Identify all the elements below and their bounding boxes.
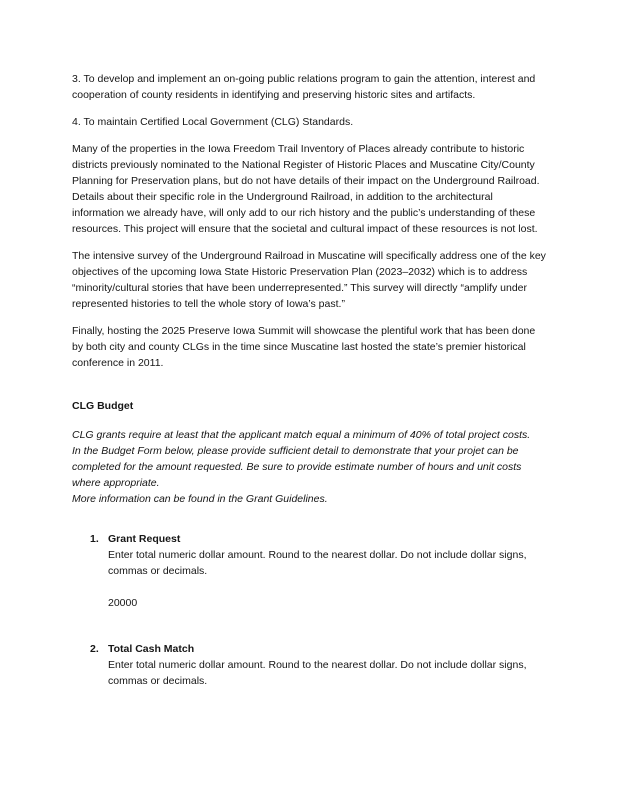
item-description: Enter total numeric dollar amount. Round to the nearest dollar. Do not include dollar signs, commas or decimals. bbox=[108, 659, 527, 687]
budget-heading: CLG Budget bbox=[72, 400, 134, 412]
item-number: 2. bbox=[90, 643, 99, 655]
grant-request-value: 20000 bbox=[108, 597, 138, 609]
list-item-grant-request bbox=[90, 531, 546, 611]
instruction-line-budget-form: In the Budget Form below, please provide sufficient detail to demonstrate that your projet can be completed for the amount requested. Be sure to provide estimate number of hours and unit costs where appropriate. bbox=[72, 445, 522, 489]
paragraph-preserve-iowa-summit: Finally, hosting the 2025 Preserve Iowa Summit will showcase the plentiful work that has been done by both city and county CLGs in the time since Muscatine last hosted the state’s premier historical conference in 2011. bbox=[72, 325, 536, 369]
item-heading bbox=[90, 641, 546, 657]
paragraph-intensive-survey: The intensive survey of the Underground Railroad in Muscatine will specifically address one of the key objectives of the upcoming Iowa State Historic Preservation Plan (2023–2032) which is to address “minority/cultural stories that have been underrepresented.” This survey will directly “amplify under represented histories to tell the whole story of Iowa’s past.” bbox=[72, 250, 546, 310]
item-title: Total Cash Match bbox=[108, 643, 195, 655]
paragraph-objective-4: 4. To maintain Certified Local Government (CLG) Standards. bbox=[72, 116, 354, 128]
paragraph-objective-3: 3. To develop and implement an on-going public relations program to gain the attention, interest and cooperation of county residents in identifying and preserving historic sites and artifacts. bbox=[72, 73, 536, 101]
budget-instructions bbox=[72, 427, 546, 507]
item-heading bbox=[90, 531, 546, 547]
list-item-total-cash-match bbox=[90, 641, 546, 689]
instruction-line-match-requirement: CLG grants require at least that the applicant match equal a minimum of 40% of total project costs. bbox=[72, 429, 531, 441]
item-description: Enter total numeric dollar amount. Round to the nearest dollar. Do not include dollar signs, commas or decimals. bbox=[108, 549, 527, 577]
instruction-line-grant-guidelines: More information can be found in the Grant Guidelines. bbox=[72, 493, 328, 505]
budget-list bbox=[72, 531, 546, 689]
item-title: Grant Request bbox=[108, 533, 181, 545]
item-number: 1. bbox=[90, 533, 99, 545]
paragraph-freedom-trail: Many of the properties in the Iowa Freedom Trail Inventory of Places already contribute to historic districts previously nominated to the National Register of Historic Places and Muscatine City/County Planning for Preservation plans, but do not have details of their impact on the Underground Railroad. Details about their specific role in the Underground Railroad, in addition to the architectural information we already have, will only add to our rich history and the public’s understanding of these resources. This project will ensure that the societal and cultural impact of these resources is not lost. bbox=[72, 143, 540, 235]
